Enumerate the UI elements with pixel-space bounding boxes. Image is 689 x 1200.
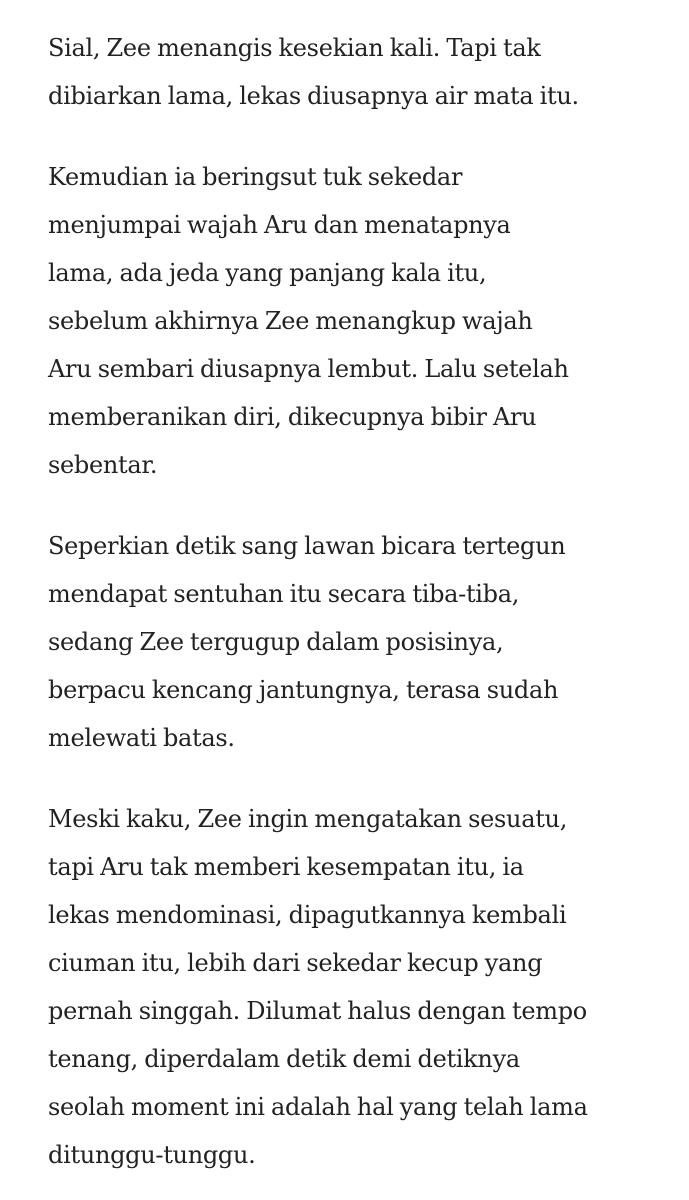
- paragraph-1: [48, 24, 668, 120]
- paragraph-4-line-5: pernah singgah. Dilumat halus dengan tempo: [48, 997, 587, 1025]
- paragraph-3-line-5: melewati batas.: [48, 724, 235, 752]
- paragraph-4-line-4: ciuman itu, lebih dari sekedar kecup yang: [48, 949, 543, 977]
- paragraph-2-line-3: lama, ada jeda yang panjang kala itu,: [48, 259, 487, 287]
- paragraph-2-line-6: memberanikan diri, dikecupnya bibir Aru: [48, 403, 537, 431]
- paragraph-2: [48, 153, 668, 489]
- paragraph-3: [48, 522, 668, 762]
- paragraph-2-line-7: sebentar.: [48, 451, 158, 479]
- paragraph-2-line-1: Kemudian ia beringsut tuk sekedar: [48, 163, 463, 191]
- paragraph-2-line-5: Aru sembari diusapnya lembut. Lalu setelah: [48, 355, 569, 383]
- paragraph-3-line-4: berpacu kencang jantungnya, terasa sudah: [48, 676, 559, 704]
- paragraph-3-line-2: mendapat sentuhan itu secara tiba-tiba,: [48, 580, 520, 608]
- paragraph-2-line-4: sebelum akhirnya Zee menangkup wajah: [48, 307, 533, 335]
- paragraph-4: [48, 795, 668, 1179]
- paragraph-4-line-1: Meski kaku, Zee ingin mengatakan sesuatu,: [48, 805, 568, 833]
- paragraph-1-line-2: dibiarkan lama, lekas diusapnya air mata itu.: [48, 82, 579, 110]
- paragraph-2-line-2: menjumpai wajah Aru dan menatapnya: [48, 211, 511, 239]
- paragraph-4-line-6: tenang, diperdalam detik demi detiknya: [48, 1045, 520, 1073]
- story-text: [48, 24, 668, 1179]
- paragraph-4-line-2: tapi Aru tak memberi kesempatan itu, ia: [48, 853, 524, 881]
- paragraph-3-line-1: Seperkian detik sang lawan bicara tertegun: [48, 532, 566, 560]
- paragraph-4-line-3: lekas mendominasi, dipagutkannya kembali: [48, 901, 567, 929]
- paragraph-3-line-3: sedang Zee tergugup dalam posisinya,: [48, 628, 504, 656]
- paragraph-4-line-7: seolah moment ini adalah hal yang telah lama: [48, 1093, 588, 1121]
- paragraph-4-line-8: ditunggu-tunggu.: [48, 1141, 256, 1169]
- paragraph-1-line-1: Sial, Zee menangis kesekian kali. Tapi tak: [48, 34, 541, 62]
